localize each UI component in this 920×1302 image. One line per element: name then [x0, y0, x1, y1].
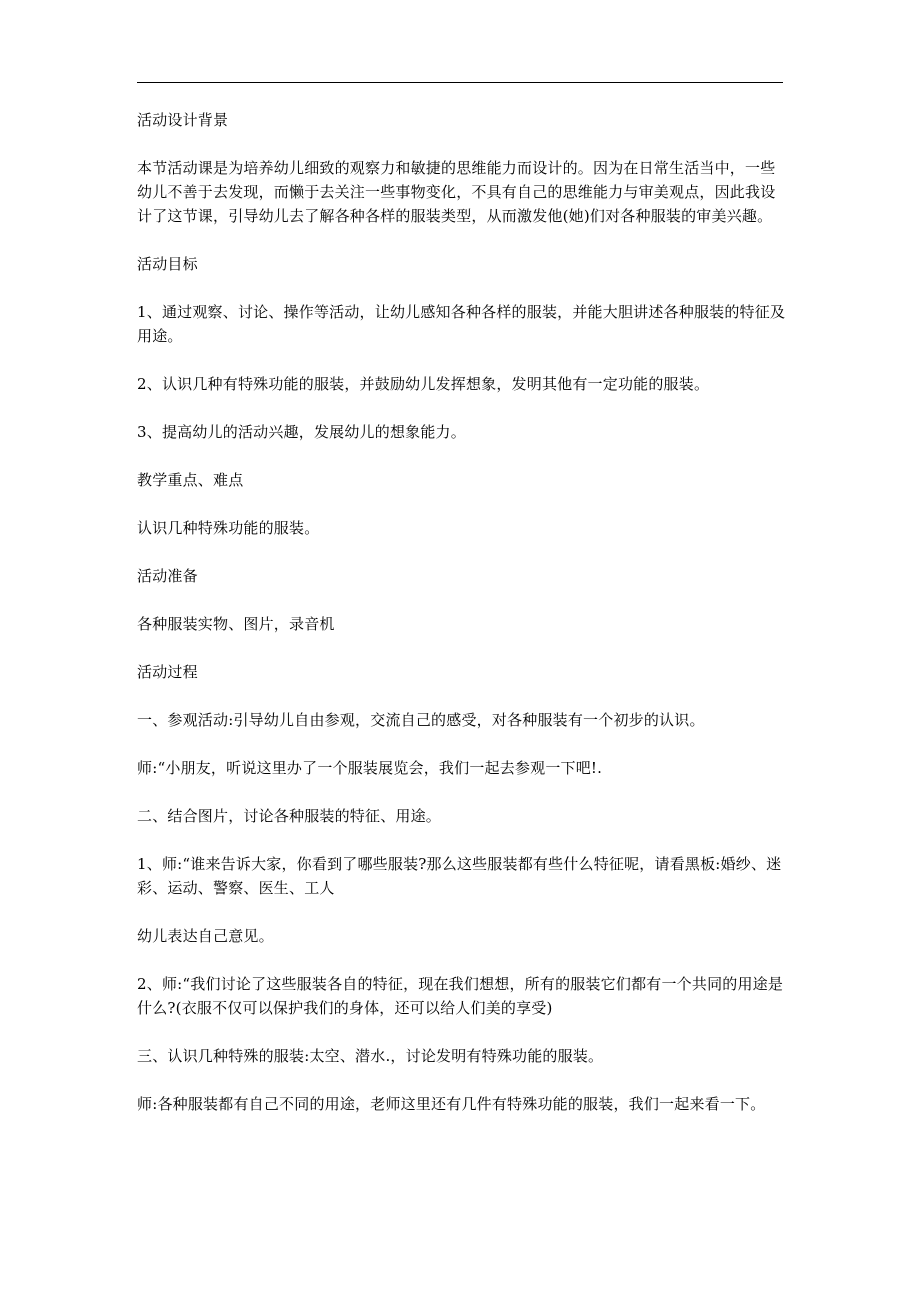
heading-process: 活动过程 — [137, 663, 198, 681]
process-step-2-children: 幼儿表达自己意见。 — [137, 927, 274, 945]
heading-preparation: 活动准备 — [137, 567, 198, 585]
process-step-3: 三、认识几种特殊的服装:太空、潜水.，讨论发明有特殊功能的服装。 — [137, 1047, 604, 1065]
document-body — [137, 108, 787, 1140]
goal-item-1: 1、通过观察、讨论、操作等活动，让幼儿感知各种各样的服装，并能大胆讲述各种服装的特征及用途。 — [137, 303, 786, 345]
process-step-3-teacher: 师:各种服装都有自己不同的用途，老师这里还有几件有特殊功能的服装，我们一起来看一下。 — [137, 1095, 766, 1113]
process-step-1-teacher: 师:“小朋友，听说这里办了一个服装展览会，我们一起去参观一下吧!. — [137, 759, 603, 777]
heading-background: 活动设计背景 — [137, 111, 229, 129]
paragraph-preparation: 各种服装实物、图片，录音机 — [137, 615, 335, 633]
heading-goals: 活动目标 — [137, 255, 198, 273]
paragraph-background: 本节活动课是为培养幼儿细致的观察力和敏捷的思维能力而设计的。因为在日常生活当中，一些幼儿不善于去发现，而懒于去关注一些事物变化，不具有自己的思维能力与审美观点，因此我设计了这节课，引导幼儿去了解各种各样的服装类型，从而激发他(她)们对各种服装的审美兴趣。 — [137, 159, 776, 225]
process-step-2-item-1: 1、师:“谁来告诉大家，你看到了哪些服装?那么这些服装都有些什么特征呢，请看黑板:婚纱、迷彩、运动、警察、医生、工人 — [137, 855, 782, 897]
goal-item-3: 3、提高幼儿的活动兴趣，发展幼儿的想象能力。 — [137, 423, 466, 441]
header-rule — [137, 82, 783, 83]
heading-key-points: 教学重点、难点 — [137, 471, 244, 489]
process-step-2: 二、结合图片，讨论各种服装的特征、用途。 — [137, 807, 442, 825]
paragraph-key-points: 认识几种特殊功能的服装。 — [137, 519, 320, 537]
goal-item-2: 2、认识几种有特殊功能的服装，并鼓励幼儿发挥想象，发明其他有一定功能的服装。 — [137, 375, 710, 393]
process-step-2-item-2: 2、师:“我们讨论了这些服装各自的特征，现在我们想想，所有的服装它们都有一个共同的用途是什么?(衣服不仅可以保护我们的身体，还可以给人们美的享受) — [137, 975, 784, 1017]
process-step-1: 一、参观活动:引导幼儿自由参观，交流自己的感受，对各种服装有一个初步的认识。 — [137, 711, 705, 729]
